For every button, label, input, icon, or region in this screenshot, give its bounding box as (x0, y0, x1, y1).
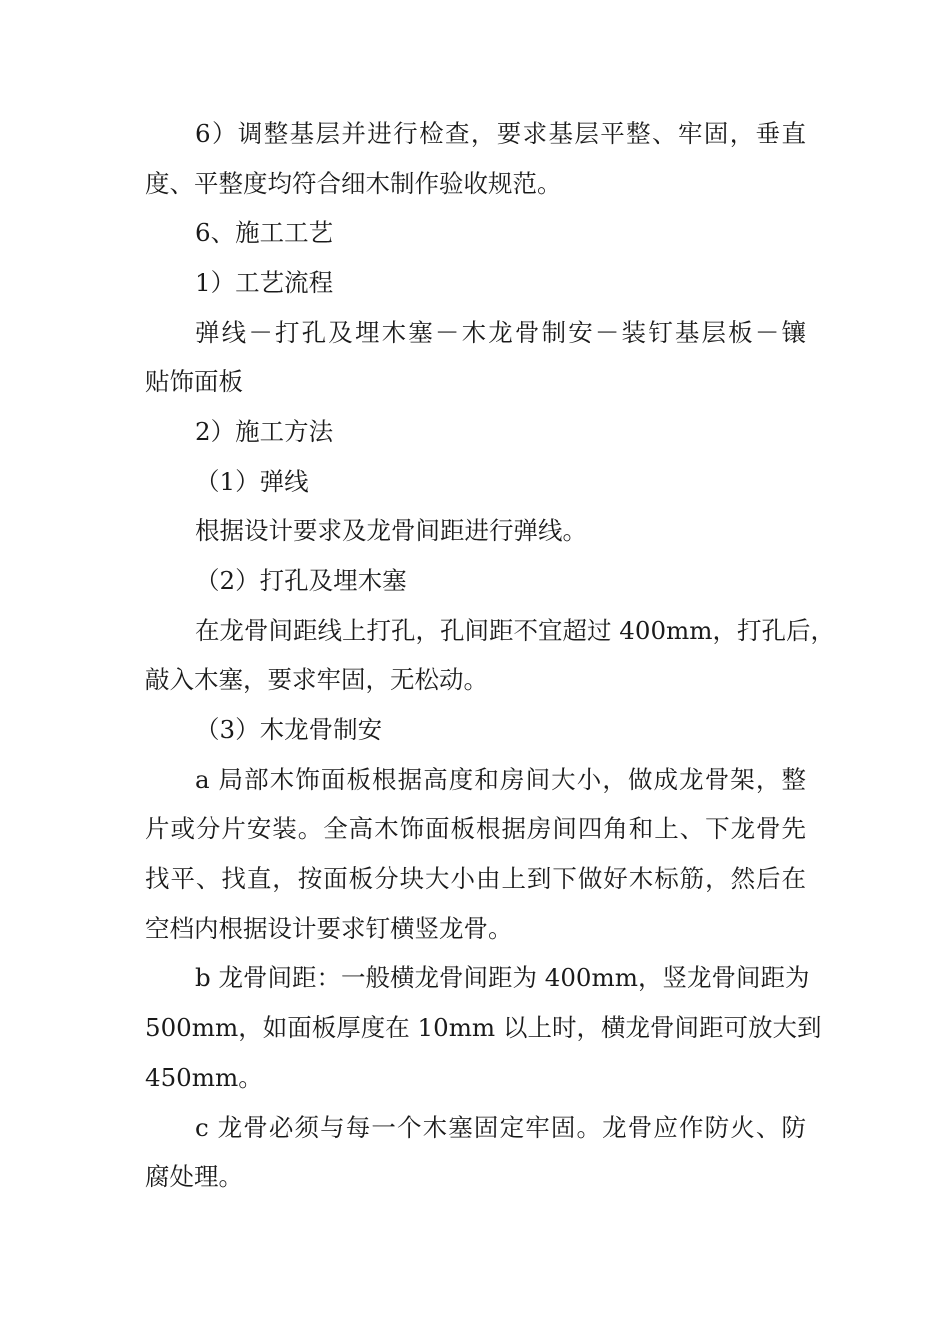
paragraph-keel-a-line3: 找平、找直，按面板分块大小由上到下做好木标筋，然后在 (145, 864, 806, 893)
paragraph-keel-a-line2: 片或分片安装。全高木饰面板根据房间四角和上、下龙骨先 (145, 814, 806, 843)
paragraph-process-flow-line1: 弹线－打孔及埋木塞－木龙骨制安－装钉基层板－镶 (195, 318, 806, 347)
paragraph-keel-b-line2: 500mm，如面板厚度在 10mm 以上时，横龙骨间距可放大到 (145, 1013, 822, 1042)
paragraph-drill-line2: 敲入木塞，要求牢固，无松动。 (145, 665, 488, 694)
paragraph-keel-b-line1: b 龙骨间距：一般横龙骨间距为 400mm，竖龙骨间距为 (195, 963, 810, 992)
paragraph-keel-a-line4: 空档内根据设计要求钉横竖龙骨。 (145, 914, 513, 943)
paragraph-snap-line: 根据设计要求及龙骨间距进行弹线。 (195, 516, 587, 545)
paragraph-base-check-line2: 度、平整度均符合细木制作验收规范。 (145, 169, 562, 198)
heading-snap-line: （1）弹线 (195, 467, 309, 496)
paragraph-process-flow-line2: 贴饰面板 (145, 367, 243, 396)
paragraph-keel-b-line3: 450mm。 (145, 1063, 263, 1092)
paragraph-drill-line1: 在龙骨间距线上打孔，孔间距不宜超过 400mm，打孔后， (195, 616, 836, 645)
paragraph-keel-c-line2: 腐处理。 (145, 1162, 243, 1191)
heading-wood-keel: （3）木龙骨制安 (195, 715, 383, 744)
paragraph-base-check-line1: 6）调整基层并进行检查，要求基层平整、牢固，垂直 (195, 119, 806, 148)
heading-construction-method: 2）施工方法 (195, 417, 334, 446)
paragraph-keel-c-line1: c 龙骨必须与每一个木塞固定牢固。龙骨应作防火、防 (195, 1113, 806, 1142)
paragraph-keel-a-line1: a 局部木饰面板根据高度和房间大小，做成龙骨架，整 (195, 765, 806, 794)
heading-drill-and-plug: （2）打孔及埋木塞 (195, 566, 407, 595)
heading-process-flow: 1）工艺流程 (195, 268, 334, 297)
heading-construction-process: 6、施工工艺 (195, 218, 334, 247)
